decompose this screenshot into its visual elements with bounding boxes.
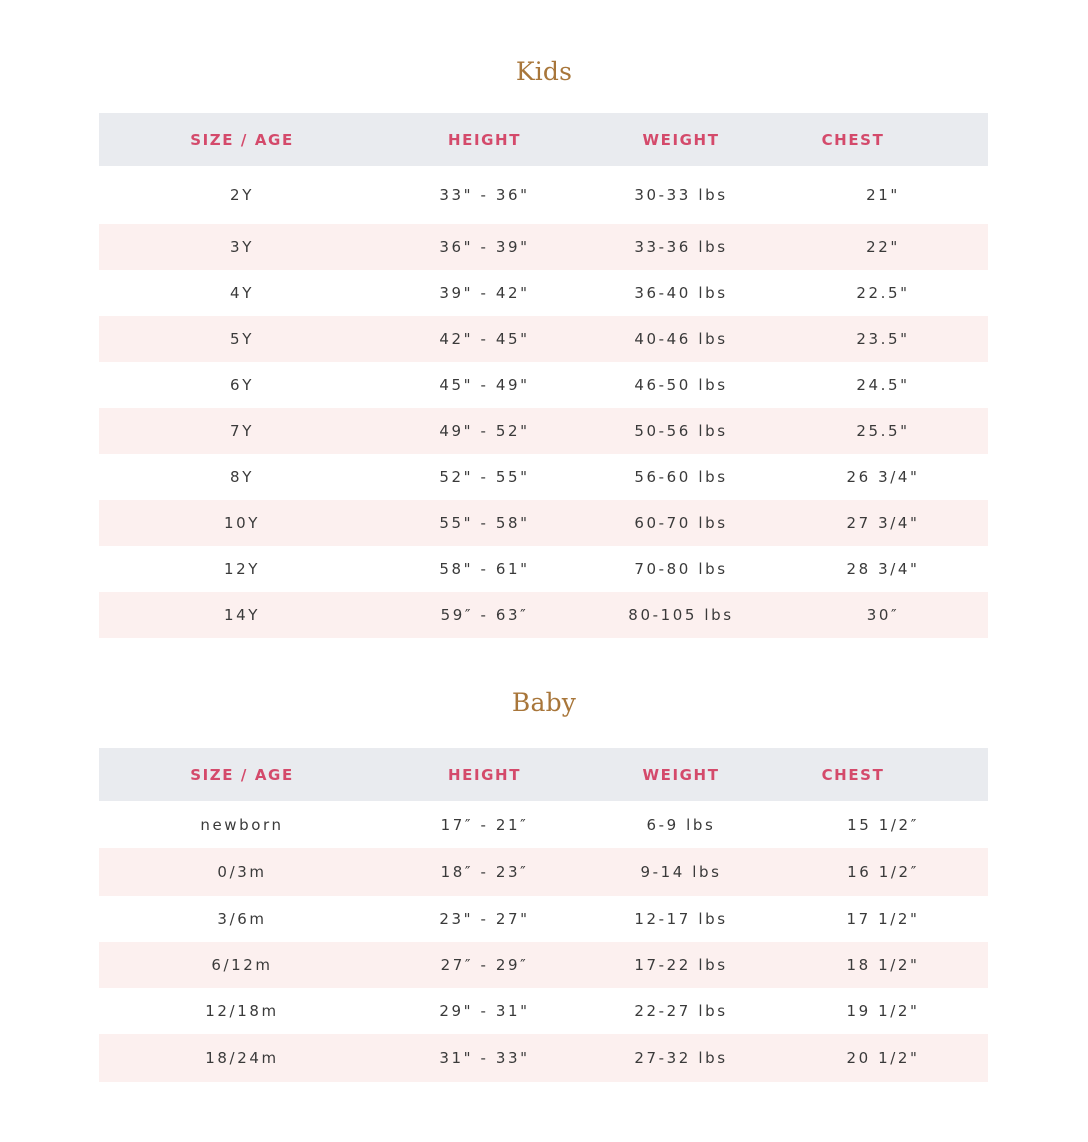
header-size-age: SIZE / AGE	[190, 130, 294, 149]
weight-cell: 27-32 lbs	[634, 1049, 728, 1067]
header-height: HEIGHT	[447, 130, 522, 149]
chest-cell: 26 3/4"	[846, 468, 920, 486]
size-cell: 2Y	[230, 186, 254, 204]
weight-cell: 9-14 lbs	[640, 863, 722, 881]
table-row	[99, 988, 988, 1034]
chest-cell: 24.5"	[856, 376, 910, 394]
table-row	[99, 166, 988, 224]
height-cell: 23" - 27"	[439, 910, 530, 928]
chest-cell: 27 3/4"	[846, 514, 920, 532]
size-cell: 14Y	[223, 606, 261, 624]
weight-cell: 80-105 lbs	[628, 606, 734, 624]
size-cell: 4Y	[230, 284, 254, 302]
size-cell: 8Y	[230, 468, 254, 486]
weight-cell: 6-9 lbs	[646, 815, 716, 834]
height-cell: 17″ - 21″	[440, 815, 529, 834]
chest-cell: 30″	[866, 606, 900, 624]
table-row	[99, 942, 988, 988]
chest-cell: 15 1/2″	[847, 815, 919, 834]
chest-cell: 25.5"	[856, 422, 910, 440]
weight-cell: 22-27 lbs	[634, 1002, 728, 1020]
weight-cell: 70-80 lbs	[634, 560, 728, 578]
height-cell: 55" - 58"	[439, 514, 530, 532]
height-cell: 31" - 33"	[439, 1049, 530, 1067]
size-cell: 5Y	[230, 330, 254, 348]
chest-cell: 18 1/2"	[846, 956, 920, 974]
header-weight: WEIGHT	[642, 765, 720, 784]
weight-cell: 17-22 lbs	[634, 956, 728, 974]
size-cell: 10Y	[223, 514, 261, 532]
weight-cell: 56-60 lbs	[634, 468, 728, 486]
weight-cell: 33-36 lbs	[634, 238, 728, 256]
table-row	[99, 592, 988, 638]
chest-cell: 28 3/4"	[846, 560, 920, 578]
chest-cell: 16 1/2″	[847, 863, 919, 881]
table-row	[99, 316, 988, 362]
table-row	[99, 408, 988, 454]
height-cell: 45" - 49"	[439, 376, 530, 394]
size-cell: 18/24m	[205, 1049, 279, 1067]
size-cell: 0/3m	[217, 863, 267, 881]
height-cell: 29" - 31"	[439, 1002, 530, 1020]
height-cell: 42" - 45"	[439, 330, 530, 348]
chest-cell: 23.5"	[856, 330, 910, 348]
table-row	[99, 362, 988, 408]
weight-cell: 50-56 lbs	[634, 422, 728, 440]
kids-size-table	[99, 113, 988, 638]
size-cell: newborn	[200, 815, 284, 834]
height-cell: 39" - 42"	[439, 284, 530, 302]
weight-cell: 40-46 lbs	[634, 330, 728, 348]
header-weight: WEIGHT	[642, 130, 720, 149]
header-height: HEIGHT	[447, 765, 522, 784]
height-cell: 52" - 55"	[439, 468, 530, 486]
size-cell: 12/18m	[205, 1002, 279, 1020]
table-row	[99, 801, 988, 848]
table-row	[99, 224, 988, 270]
height-cell: 33" - 36"	[439, 186, 530, 204]
size-cell: 7Y	[230, 422, 254, 440]
baby-title: Baby	[511, 688, 577, 717]
chest-cell: 22"	[866, 238, 900, 256]
header-chest: CHEST	[821, 765, 885, 784]
table-row	[99, 1034, 988, 1082]
weight-cell: 60-70 lbs	[634, 514, 728, 532]
header-size-age: SIZE / AGE	[190, 765, 294, 784]
table-row	[99, 454, 988, 500]
baby-size-table	[99, 748, 988, 1082]
table-row	[99, 848, 988, 896]
height-cell: 36" - 39"	[439, 238, 530, 256]
chest-cell: 19 1/2"	[846, 1002, 920, 1020]
height-cell: 58" - 61"	[439, 560, 530, 578]
chest-cell: 22.5"	[856, 284, 910, 302]
weight-cell: 36-40 lbs	[634, 284, 728, 302]
chest-cell: 17 1/2"	[846, 910, 920, 928]
weight-cell: 12-17 lbs	[634, 910, 728, 928]
baby-header-row	[99, 748, 988, 801]
chest-cell: 20 1/2"	[846, 1049, 920, 1067]
height-cell: 49" - 52"	[439, 422, 530, 440]
weight-cell: 30-33 lbs	[634, 186, 728, 204]
size-cell: 3/6m	[217, 910, 267, 928]
table-row	[99, 546, 988, 592]
size-cell: 3Y	[230, 238, 254, 256]
table-row	[99, 896, 988, 942]
kids-title: Kids	[515, 57, 573, 86]
size-cell: 12Y	[223, 560, 261, 578]
size-cell: 6/12m	[211, 956, 273, 974]
height-cell: 18″ - 23″	[440, 863, 529, 881]
table-row	[99, 270, 988, 316]
height-cell: 27″ - 29″	[440, 956, 529, 974]
kids-header-row	[99, 113, 988, 166]
weight-cell: 46-50 lbs	[634, 376, 728, 394]
height-cell: 59″ - 63″	[440, 606, 529, 624]
header-chest: CHEST	[821, 130, 885, 149]
table-row	[99, 500, 988, 546]
size-cell: 6Y	[230, 376, 254, 394]
chest-cell: 21"	[866, 186, 900, 204]
